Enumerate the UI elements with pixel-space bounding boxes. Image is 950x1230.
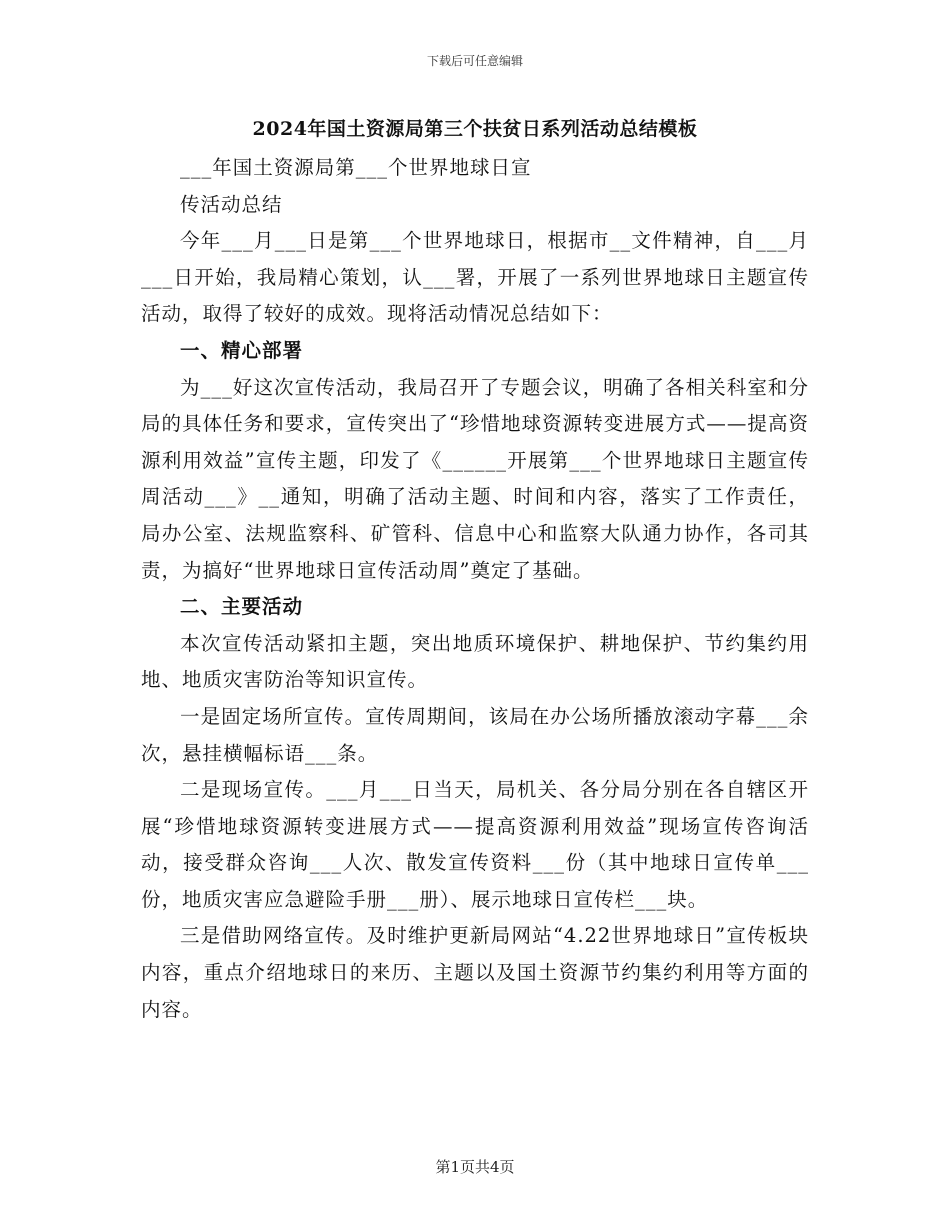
subtitle-line-1: ___年国土资源局第___个世界地球日宣 [180,156,532,179]
document-title: 2024年国土资源局第三个扶贫日系列活动总结模板 [252,118,698,140]
section-2-paragraph-4: 三是借助网络宣传。及时维护更新局网站“4.22世界地球日”宣传板块内容，重点介绍地球日的来历、主题以及国土资源节约集约利用等方面的内容。 [141,924,809,1021]
section-heading-2: 二、主要活动 [180,595,304,619]
subtitle-line-2: 传活动总结 [180,192,283,216]
section-heading-1: 一、精心部署 [180,338,304,362]
page-footer: 第1页共4页 [435,1158,515,1176]
section-2-paragraph-2: 一是固定场所宣传。宣传周期间，该局在办公场所播放滚动字幕___余次，悬挂横幅标语___条。 [141,704,809,765]
document-body [141,150,809,1028]
section-2-paragraph-1: 本次宣传活动紧扣主题，突出地质环境保护、耕地保护、节约集约用地、地质灾害防治等知识宣传。 [141,631,809,692]
section-1-paragraph: 为___好这次宣传活动，我局召开了专题会议，明确了各相关科室和分局的具体任务和要求，宣传突出了“珍惜地球资源转变进展方式——提高资源利用效益”宣传主题，印发了《______开展第___个世界地球日主题宣传周活动___》__通知，明确了活动主题、时间和内容，落实了工作责任，局办公室、法规监察科、矿管科、信息中心和监察大队通力协作，各司其责，为搞好“世界地球日宣传活动周”奠定了基础。 [141,375,809,582]
section-2-paragraph-3: 二是现场宣传。___月___日当天，局机关、各分局分别在各自辖区开展“珍惜地球资源转变进展方式——提高资源利用效益”现场宣传咨询活动，接受群众咨询___人次、散发宣传资料___份（其中地球日宣传单___份，地质灾害应急避险手册___册）、展示地球日宣传栏___块。 [141,778,809,911]
header-note: 下载后可任意编辑 [426,54,523,68]
intro-paragraph: 今年___月___日是第___个世界地球日，根据市__文件精神，自___月___日开始，我局精心策划，认___署，开展了一系列世界地球日主题宣传活动，取得了较好的成效。现将活动情况总结如下： [141,229,809,326]
